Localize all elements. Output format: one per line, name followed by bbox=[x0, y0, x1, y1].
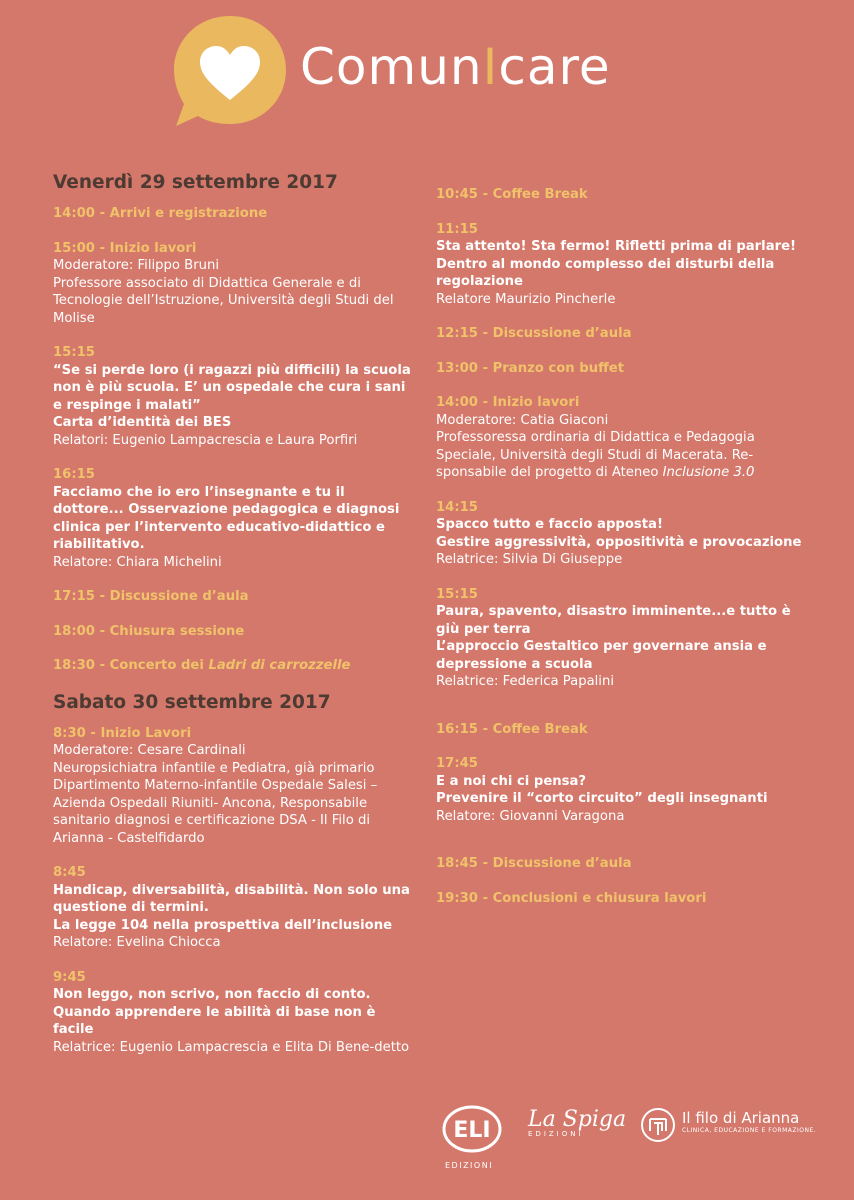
schedule-time-italic: Ladri di carrozzelle bbox=[208, 658, 351, 673]
schedule-time-text: 18:30 - Concerto dei bbox=[53, 658, 209, 673]
session-title: Handicap, diversabilità, disabilità. Non solo una questione di termini. bbox=[53, 882, 410, 915]
session-detail-text: Relatrice: Federica Papalini bbox=[436, 674, 614, 689]
session-detail bbox=[53, 934, 413, 952]
session-detail bbox=[53, 1039, 413, 1057]
schedule-time-text: 16:15 bbox=[53, 467, 95, 482]
schedule-item bbox=[436, 499, 816, 569]
logo-text-accent: I bbox=[482, 38, 499, 96]
filo-arianna-logo-icon bbox=[640, 1107, 676, 1143]
session-detail-text: Relatrice: Silvia Di Giuseppe bbox=[436, 552, 623, 567]
session-title: Gestire aggressività, oppositività e provocazione bbox=[436, 534, 802, 550]
day-title: Sabato 30 settembre 2017 bbox=[53, 691, 331, 713]
sponsor-logos bbox=[440, 1105, 820, 1180]
filo-arianna-name: Il filo di Arianna bbox=[682, 1109, 800, 1127]
schedule-time bbox=[53, 657, 413, 675]
schedule-time-text: 17:15 - Discussione d’aula bbox=[53, 589, 249, 604]
schedule-time bbox=[436, 855, 816, 873]
logo-text-part2: care bbox=[498, 38, 611, 96]
schedule-time-text: 12:15 - Discussione d’aula bbox=[436, 326, 632, 341]
session-title: Spacco tutto e faccio apposta! bbox=[436, 517, 663, 532]
schedule-time bbox=[436, 221, 816, 239]
schedule-time-text: 15:15 bbox=[436, 586, 478, 602]
schedule-time-text: 17:45 bbox=[436, 756, 478, 771]
session-detail bbox=[436, 429, 816, 482]
schedule-time-text: 14:00 - Inizio lavori bbox=[436, 395, 580, 410]
session-detail bbox=[53, 742, 413, 760]
schedule-item bbox=[53, 344, 413, 449]
program-left-column bbox=[53, 172, 413, 1073]
filo-arianna-sub: CLINICA, EDUCAZIONE E FORMAZIONE. bbox=[682, 1127, 817, 1134]
session-title: Paura, spavento, disastro imminente...e tutto è giù per terra bbox=[436, 604, 791, 637]
schedule-item bbox=[436, 890, 816, 908]
schedule-time bbox=[53, 588, 413, 606]
session-detail-text: Relatori: Eugenio Lampacrescia e Laura Porfiri bbox=[53, 432, 358, 448]
schedule-time-text: 14:15 bbox=[436, 499, 478, 515]
schedule-item bbox=[53, 623, 413, 641]
schedule-time bbox=[436, 360, 816, 378]
schedule-item bbox=[436, 325, 816, 343]
logo-text-part1: Comun bbox=[300, 38, 483, 96]
schedule-time-text: 15:15 bbox=[53, 345, 95, 360]
session-detail-text: Relatore: Giovanni Varagona bbox=[436, 808, 625, 824]
eli-logo-text: ELI bbox=[453, 1118, 491, 1143]
schedule-item bbox=[53, 205, 413, 223]
session-title: Facciamo che io ero l’insegnante e tu il dottore... Osservazione pedagogica e diagnosi clinica per l’intervento educativo-didattico e riabilitativo. bbox=[53, 484, 400, 552]
eli-label: EDIZIONI bbox=[445, 1161, 494, 1170]
session-detail-text: Moderatore: Cesare Cardinali bbox=[53, 743, 246, 758]
schedule-item bbox=[53, 466, 413, 571]
session-detail-text: Moderatore: Catia Giaconi bbox=[436, 412, 609, 428]
session-detail-italic: Inclusione 3.0 bbox=[662, 465, 755, 480]
laspiga-name: La Spiga bbox=[528, 1107, 627, 1132]
session-detail-text: Relatrice: Eugenio Lampacrescia e Elita Di Bene-detto bbox=[53, 1039, 410, 1055]
session-title: Carta d’identità dei BES bbox=[53, 415, 232, 430]
session-title: Dentro al mondo complesso dei disturbi della regolazione bbox=[436, 256, 775, 289]
session-detail bbox=[53, 760, 413, 848]
schedule-time-text: 15:00 - Inizio lavori bbox=[53, 240, 197, 256]
session-title: Sta attento! Sta fermo! Rifletti prima di parlare! bbox=[436, 239, 797, 254]
schedule-time-text: 8:45 bbox=[53, 865, 86, 880]
schedule-time bbox=[53, 725, 413, 743]
session-detail-text: Relatore: Chiara Michelini bbox=[53, 554, 222, 570]
session-detail bbox=[436, 412, 816, 430]
schedule-time bbox=[436, 186, 816, 204]
schedule-time bbox=[53, 205, 413, 223]
day2-schedule-continued bbox=[436, 186, 816, 907]
schedule-item bbox=[436, 360, 816, 378]
session-title: La legge 104 nella prospettiva dell’inclusione bbox=[53, 917, 393, 933]
eli-logo-icon bbox=[440, 1105, 504, 1153]
schedule-time-text: 18:45 - Discussione d’aula bbox=[436, 856, 632, 871]
schedule-time-text: 10:45 - Coffee Break bbox=[436, 187, 588, 202]
schedule-time-text: 16:15 - Coffee Break bbox=[436, 721, 588, 737]
session-detail bbox=[436, 551, 816, 569]
schedule-item bbox=[436, 855, 816, 873]
schedule-item bbox=[436, 755, 816, 825]
program-right-column bbox=[436, 186, 816, 924]
heart-speech-bubble-icon bbox=[170, 12, 290, 132]
schedule-time-text: 18:00 - Chiusura sessione bbox=[53, 623, 245, 639]
schedule-time bbox=[53, 623, 413, 641]
day1-schedule bbox=[53, 205, 413, 675]
day2-schedule bbox=[53, 725, 413, 1057]
session-title: Prevenire il “corto circuito” degli insegnanti bbox=[436, 791, 768, 806]
logo-wordmark bbox=[300, 38, 611, 96]
schedule-time-text: 14:00 - Arrivi e registrazione bbox=[53, 206, 268, 221]
schedule-item bbox=[436, 186, 816, 204]
schedule-item bbox=[53, 657, 413, 675]
header bbox=[0, 0, 854, 140]
schedule-time-text: 8:30 - Inizio Lavori bbox=[53, 725, 192, 741]
session-detail-text: Moderatore: Filippo Bruni bbox=[53, 258, 220, 273]
schedule-time bbox=[53, 466, 413, 484]
schedule-time bbox=[436, 721, 816, 739]
session-detail-text: Neuropsichiatra infantile e Pediatra, già primario Dipartimento Materno-infantile Ospedale Salesi – Azienda Ospedali Riuniti- Ancona, Responsabile sanitario diagnosi e certificazione DSA - Il Filo di Arianna - Castelfidardo bbox=[53, 760, 378, 846]
filo-arianna-logo bbox=[682, 1109, 816, 1134]
session-title: L’approccio Gestaltico per governare ansia e depressione a scuola bbox=[436, 639, 767, 672]
session-detail-text: Professoressa ordinaria di Didattica e Pedagogia Speciale, Università degli Studi di Macerata. Re-sponsabile del progetto di Ateneo bbox=[436, 430, 755, 480]
session-title: Non leggo, non scrivo, non faccio di conto. Quando apprendere le abilità di base non è facile bbox=[53, 987, 376, 1037]
schedule-time-text: 13:00 - Pranzo con buffet bbox=[436, 360, 625, 376]
schedule-item bbox=[53, 240, 413, 328]
session-detail bbox=[53, 257, 413, 275]
schedule-time bbox=[53, 864, 413, 882]
schedule-time bbox=[53, 240, 413, 258]
session-detail bbox=[53, 275, 413, 328]
schedule-time bbox=[53, 344, 413, 362]
schedule-item bbox=[53, 725, 413, 848]
session-title: E a noi chi ci pensa? bbox=[436, 773, 587, 789]
schedule-time bbox=[436, 499, 816, 517]
schedule-time bbox=[436, 325, 816, 343]
schedule-item bbox=[436, 586, 816, 691]
session-detail-text: Relatore: Evelina Chiocca bbox=[53, 935, 221, 950]
schedule-time-text: 19:30 - Conclusioni e chiusura lavori bbox=[436, 890, 707, 906]
session-detail bbox=[436, 291, 816, 309]
schedule-time bbox=[436, 586, 816, 604]
schedule-time-text: 11:15 bbox=[436, 221, 478, 237]
session-detail-text: Relatore Maurizio Pincherle bbox=[436, 291, 616, 307]
schedule-item bbox=[436, 221, 816, 309]
schedule-item bbox=[53, 864, 413, 952]
schedule-item bbox=[436, 721, 816, 739]
laspiga-sub: EDIZIONI bbox=[528, 1130, 584, 1138]
schedule-item bbox=[53, 588, 413, 606]
session-detail bbox=[436, 673, 816, 691]
session-detail bbox=[53, 432, 413, 450]
session-detail bbox=[436, 808, 816, 826]
schedule-time-text: 9:45 bbox=[53, 969, 86, 985]
schedule-time bbox=[436, 755, 816, 773]
schedule-time bbox=[436, 394, 816, 412]
schedule-time bbox=[53, 969, 413, 987]
day-title: Venerdì 29 settembre 2017 bbox=[53, 172, 338, 193]
session-title: “Se si perde loro (i ragazzi più difficili) la scuola non è più scuola. E’ un ospedale che cura i sani e respinge i malati” bbox=[53, 362, 411, 413]
session-detail-text: Professore associato di Didattica Generale e di Tecnologie dell’Istruzione, Università degli Studi del Molise bbox=[53, 275, 394, 326]
schedule-item bbox=[436, 394, 816, 482]
schedule-time bbox=[436, 890, 816, 908]
schedule-item bbox=[53, 969, 413, 1057]
laspiga-logo bbox=[528, 1107, 626, 1138]
session-detail bbox=[53, 554, 413, 572]
